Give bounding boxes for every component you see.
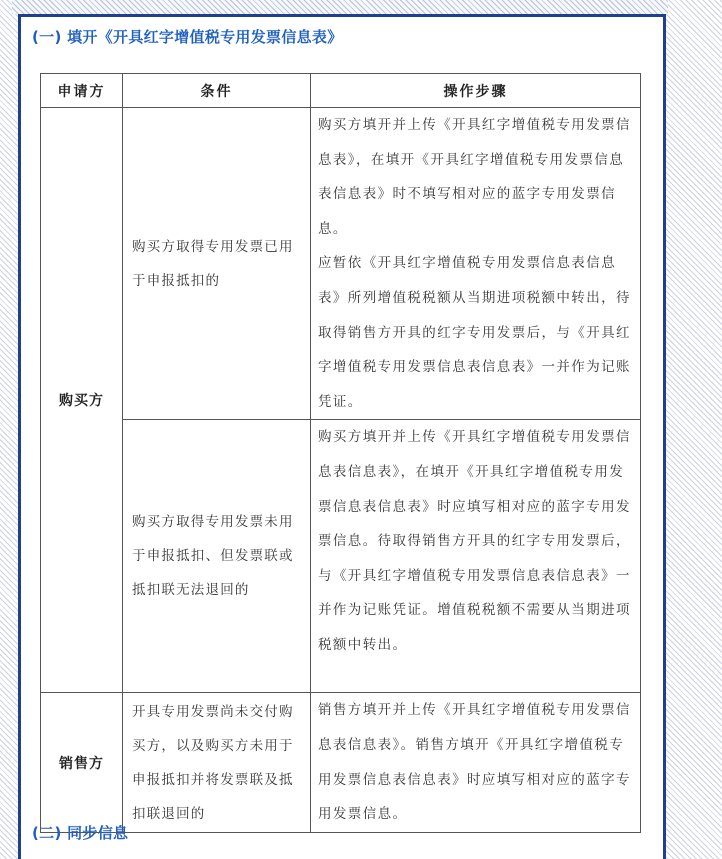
steps-buyer-deducted-p2: 应暂依《开具红字增值税专用发票信息表信息表》所列增值税税额从当期进项税额中转出，待取得销售方开具的红字专用发票后，与《开具红字增值税专用发票信息表信息表》一并作为记账凭证。 xyxy=(318,255,631,410)
table-header-row xyxy=(41,74,641,108)
red-invoice-info-table xyxy=(40,73,641,833)
steps-buyer-not-deducted: 购买方填开并上传《开具红字增值税专用发票信息表信息表》，在填开《开具红字增值税专用发票信息表信息表》时应填写相对应的蓝字专用发票信息。待取得销售方开具的红字专用发票后，与《开具红字增值税专用发票信息表信息表》一并作为记账凭证。增值税税额不需要从当期进项税额中转出。 xyxy=(311,420,641,693)
steps-seller: 销售方填开并上传《开具红字增值税专用发票信息表信息表》。销售方填开《开具红字增值税专用发票信息表信息表》时应填写相对应的蓝字专用发票信息。 xyxy=(311,693,641,832)
steps-buyer-deducted xyxy=(311,108,641,420)
party-buyer: 购买方 xyxy=(41,108,123,693)
header-condition: 条件 xyxy=(123,74,311,108)
party-seller: 销售方 xyxy=(41,693,123,832)
table-row xyxy=(41,108,641,420)
section-heading-2: (二) 同步信息 xyxy=(32,824,129,842)
table-row xyxy=(41,420,641,693)
condition-buyer-not-deducted: 购买方取得专用发票未用于申报抵扣、但发票联或抵扣联无法退回的 xyxy=(123,420,311,693)
steps-buyer-deducted-p1: 购买方填开并上传《开具红字增值税专用发票信息表》，在填开《开具红字增值税专用发票信息表信息表》时不填写相对应的蓝字专用发票信息。 xyxy=(318,117,631,237)
header-steps: 操作步骤 xyxy=(311,74,641,108)
condition-seller: 开具专用发票尚未交付购买方，以及购买方未用于申报抵扣并将发票联及抵扣联退回的 xyxy=(123,693,311,832)
section-heading-1: (一) 填开《开具红字增值税专用发票信息表》 xyxy=(32,28,343,46)
decorative-top-band xyxy=(12,0,668,14)
header-applicant: 申请方 xyxy=(41,74,123,108)
table-row xyxy=(41,693,641,832)
condition-buyer-deducted: 购买方取得专用发票已用于申报抵扣的 xyxy=(123,108,311,420)
